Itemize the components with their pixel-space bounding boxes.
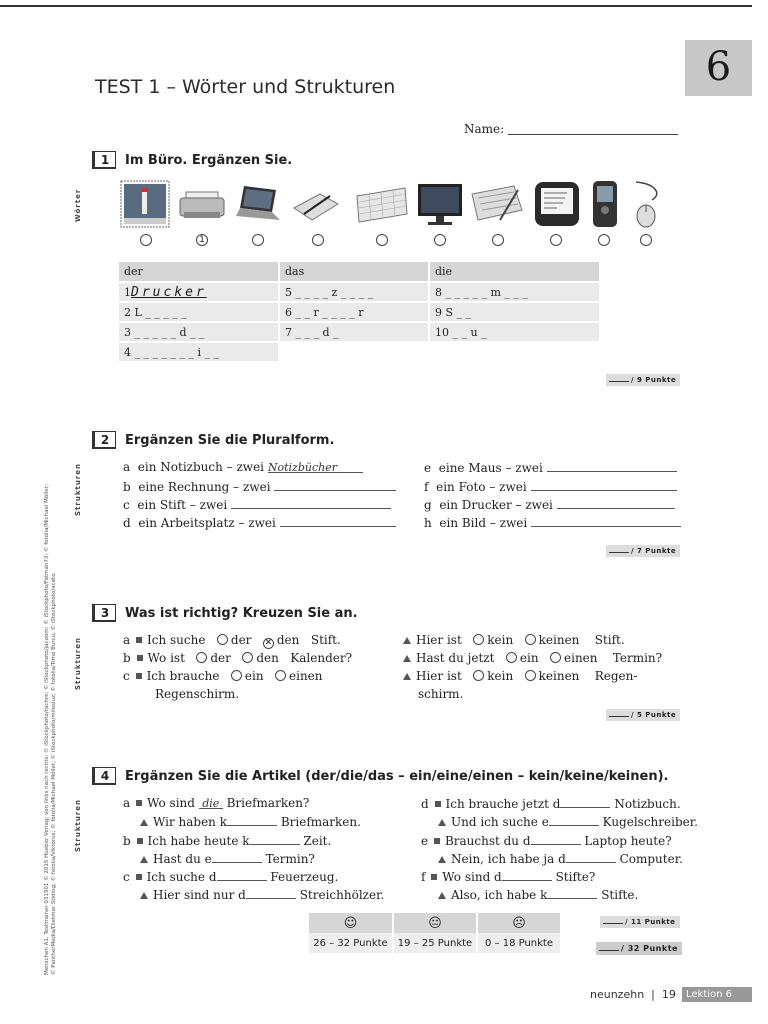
column-header-der: der: [119, 262, 279, 282]
section-title: Ergänzen Sie die Artikel (der/die/das – ein/eine/einen – kein/keine/keinen).: [125, 768, 669, 784]
answer-text: Nein, ich habe ja d: [451, 852, 566, 866]
answer-field[interactable]: [217, 869, 267, 881]
footer: [590, 988, 676, 1001]
item-letter: b: [123, 834, 131, 848]
side-label-strukturen: Strukturen: [74, 637, 82, 690]
section-title: Ergänzen Sie die Pluralform.: [125, 432, 335, 448]
item-letter: c: [123, 498, 130, 512]
choice-item-c-continuation: Regenschirm.: [155, 687, 240, 701]
answer-triangle-icon: [140, 819, 148, 826]
option-radio[interactable]: [550, 652, 561, 663]
points-label: / 5 Punkte: [631, 711, 677, 719]
option-label: den: [256, 651, 279, 665]
answer-item-a: [402, 633, 625, 647]
side-label-strukturen: Strukturen: [74, 463, 82, 516]
answer-field[interactable]: [547, 887, 597, 899]
word-cell[interactable]: [279, 302, 429, 322]
option-radio[interactable]: [473, 670, 484, 681]
word-blanks: _ _ r _ _ _ _ r: [292, 305, 364, 319]
answer-text: Wir haben k: [153, 815, 227, 829]
word-blanks: _ _ _ _ _ d _ _: [131, 325, 205, 339]
question-text: Wo sind: [146, 796, 195, 810]
item-letter: b: [123, 480, 131, 494]
word-blanks: _ _ u _: [449, 325, 487, 339]
newspapers-icon: [470, 180, 524, 228]
question-end: Kalender?: [290, 651, 353, 665]
column-header-das: das: [279, 262, 429, 282]
calendar-icon: [355, 180, 409, 228]
option-label: einen: [289, 669, 323, 683]
article-item-f: [421, 869, 595, 884]
option-radio[interactable]: [231, 670, 242, 681]
side-label-woerter: Wörter: [74, 188, 82, 222]
section-4-heading: [92, 767, 668, 785]
word-table: [119, 262, 601, 363]
article-reply-a: [139, 814, 361, 829]
section-4-points: [600, 916, 680, 928]
section-1-heading: [92, 151, 292, 169]
article-item-d: [421, 796, 681, 811]
section-number: 1: [92, 151, 116, 169]
answer-field[interactable]: [531, 479, 677, 491]
score-range: 0 – 18 Punkte: [477, 933, 561, 953]
option-radio[interactable]: [196, 652, 207, 663]
article-reply-f: [437, 887, 638, 902]
question-square-icon: [136, 637, 142, 643]
word-blanks: _ _ _ d _: [292, 325, 339, 339]
question-square-icon: [136, 874, 142, 880]
article-reply-d: [437, 814, 698, 829]
name-field[interactable]: [508, 134, 678, 135]
question-square-icon: [137, 655, 143, 661]
column-header-die: die: [429, 262, 600, 282]
lesson-number: 6: [705, 44, 732, 90]
picture-answer-circle[interactable]: [312, 234, 324, 246]
answer-item-c-continuation: schirm.: [418, 687, 464, 701]
total-points: [596, 942, 682, 955]
item-text: eine Maus – zwei: [438, 461, 543, 475]
question-text: Notizbuch.: [614, 797, 681, 811]
plural-item: [123, 497, 391, 512]
word-cell[interactable]: [429, 282, 600, 302]
option-label: der: [210, 651, 231, 665]
points-blank[interactable]: [603, 923, 623, 924]
sad-face-icon: ☹: [477, 913, 561, 933]
item-letter: d: [421, 797, 429, 811]
footer-separator: |: [651, 988, 655, 1001]
answer-field[interactable]: [531, 833, 581, 845]
picture-answer-circle[interactable]: [376, 234, 388, 246]
answer-field[interactable]: [547, 460, 677, 472]
section-3-points: [606, 709, 680, 721]
word-cell[interactable]: [279, 322, 429, 342]
answer-field[interactable]: [227, 814, 277, 826]
word-cell[interactable]: [429, 302, 600, 322]
question-text: Ich habe heute k: [147, 834, 250, 848]
question-square-icon: [434, 838, 440, 844]
question-text: Stifte?: [555, 870, 596, 884]
article-item-c: [123, 869, 338, 884]
answer-triangle-icon: [403, 637, 411, 644]
question-square-icon: [435, 801, 441, 807]
answer-triangle-icon: [438, 892, 446, 899]
picture-answer-circle[interactable]: [140, 234, 152, 246]
answer-field[interactable]: [250, 833, 300, 845]
question-square-icon: [431, 874, 437, 880]
laptop-icon: [232, 180, 284, 228]
option-label: der: [230, 633, 252, 647]
image-credits: [44, 355, 58, 975]
answer-end: Regen-: [594, 669, 638, 683]
answer-field[interactable]: [560, 796, 610, 808]
answer-text: Kugelschreiber.: [602, 815, 698, 829]
answer-field[interactable]: [566, 851, 616, 863]
answer-text: Also, ich habe k: [451, 888, 548, 902]
word-cell[interactable]: [119, 342, 279, 362]
question-text: Wo ist: [147, 651, 185, 665]
item-number: 2: [124, 305, 131, 319]
article-item-b: [123, 833, 331, 848]
item-number: 10: [435, 325, 449, 339]
option-label: keinen: [538, 669, 580, 683]
item-text: ein Stift – zwei: [137, 498, 228, 512]
answer-field[interactable]: die: [199, 797, 223, 809]
answer-item-b: [402, 651, 662, 665]
answer-field[interactable]: [502, 869, 552, 881]
choice-item-b: [123, 651, 352, 665]
option-radio[interactable]: [473, 634, 484, 645]
answer-triangle-icon: [140, 892, 148, 899]
empty-cell: [429, 342, 600, 362]
word-blanks: L _ _ _ _ _: [131, 305, 187, 319]
word-blanks: _ _ _ _ z _ _ _ _: [292, 285, 374, 299]
question-text: Zeit.: [303, 834, 332, 848]
answer-field[interactable]: [231, 497, 391, 509]
answer-field[interactable]: [557, 497, 675, 509]
item-letter: h: [424, 516, 432, 530]
answer-text: Hast du e: [153, 852, 212, 866]
plural-item: [123, 460, 363, 474]
answer-text: Briefmarken.: [280, 815, 361, 829]
choice-item-c: [123, 669, 323, 683]
answer-field[interactable]: [246, 887, 296, 899]
question-text: Wo sind d: [442, 870, 502, 884]
answer-triangle-icon: [403, 673, 411, 680]
item-letter: d: [123, 516, 131, 530]
option-label: den: [276, 633, 300, 647]
name-label: Name:: [464, 122, 505, 136]
points-label: / 7 Punkte: [631, 547, 677, 555]
phone-screen-icon: [533, 180, 581, 228]
section-number: 3: [92, 604, 116, 622]
answer-field[interactable]: [280, 515, 396, 527]
question-square-icon: [136, 800, 142, 806]
answer-field[interactable]: [549, 814, 599, 826]
side-label-strukturen: Strukturen: [74, 799, 82, 852]
answer-text: Computer.: [619, 852, 683, 866]
item-letter: a: [123, 633, 131, 647]
neutral-face-icon: 😐: [393, 913, 477, 933]
credits-line: © PantherMedia/Dietmar Stiding; © fotolia/Viktorus; © fotolia/Michael Möller; © iStockphoto/milosluz; © fotolia/Timo Burcu; © iStockphoto/acato: [51, 573, 57, 975]
question-text: Ich suche: [146, 633, 206, 647]
question-text: Ich brauche: [146, 669, 220, 683]
option-radio[interactable]: [525, 670, 536, 681]
answer-triangle-icon: [140, 856, 148, 863]
section-title: Im Büro. Ergänzen Sie.: [125, 152, 293, 168]
item-letter: b: [123, 651, 131, 665]
pen-notebook-icon: [290, 180, 342, 228]
plural-item: [424, 460, 677, 475]
item-number: 4: [124, 345, 131, 359]
page-number-word: neunzehn: [590, 988, 645, 1001]
option-label: ein: [244, 669, 264, 683]
item-letter: a: [123, 460, 131, 474]
option-radio[interactable]: ✕: [264, 638, 273, 648]
word-blanks: _ _ _ _ _ m _ _ _: [442, 285, 528, 299]
answer-text: Termin?: [265, 852, 315, 866]
word-cell[interactable]: [279, 282, 429, 302]
question-square-icon: [136, 673, 142, 679]
picture-answer-circle[interactable]: [550, 234, 562, 246]
picture-answer-circle[interactable]: [252, 234, 264, 246]
answer-text: Streichhölzer.: [299, 888, 385, 902]
section-number: 4: [92, 767, 116, 785]
points-blank[interactable]: [609, 381, 629, 382]
question-end: Stift.: [310, 633, 341, 647]
answer-triangle-icon: [403, 655, 411, 662]
question-text: Briefmarken?: [226, 796, 310, 810]
question-text: Laptop heute?: [584, 834, 672, 848]
item-number: 5: [285, 285, 292, 299]
answer-triangle-icon: [438, 856, 446, 863]
question-text: Feuerzeug.: [270, 870, 339, 884]
points-blank[interactable]: [609, 552, 629, 553]
article-reply-b: [139, 851, 315, 866]
option-label: kein: [487, 633, 514, 647]
question-text: Brauchst du d: [444, 834, 531, 848]
score-range: 26 – 32 Punkte: [309, 933, 393, 953]
word-blanks: S _ _: [442, 305, 472, 319]
plural-item: [123, 479, 396, 494]
option-radio[interactable]: [275, 670, 286, 681]
mouse-icon: [626, 180, 666, 228]
item-letter: a: [123, 796, 131, 810]
option-radio[interactable]: [525, 634, 536, 645]
plural-item: [424, 515, 681, 530]
word-cell[interactable]: [119, 302, 279, 322]
article-item-a: [123, 796, 309, 810]
answer-end: Stift.: [594, 633, 625, 647]
item-letter: c: [123, 870, 130, 884]
item-letter: f: [424, 480, 429, 494]
answer-text: Hast du jetzt: [416, 651, 495, 665]
item-number: 1: [124, 285, 131, 299]
section-3-heading: [92, 604, 358, 622]
question-text: Ich suche d: [146, 870, 217, 884]
answer-end: Termin?: [612, 651, 663, 665]
option-label: einen: [564, 651, 598, 665]
points-blank[interactable]: [609, 716, 629, 717]
option-radio[interactable]: [217, 634, 228, 645]
credits-line: Menschen A1, Testtrainer 031901 © 2015 Hueber Verlag; von links nach rechts: © iStockphoto/rachre; © iStockphoto/jacoom; © iStockphoto/Fatman73; © fotolia/Michael Möller;: [44, 484, 50, 975]
section-2-points: [606, 545, 680, 557]
article-item-e: [421, 833, 672, 848]
answer-text: Hier ist: [416, 669, 462, 683]
answer-text: Hier sind nur d: [153, 888, 246, 902]
score-range: 19 – 25 Punkte: [393, 933, 477, 953]
answer-item-c: [402, 669, 637, 683]
plural-item: [424, 479, 677, 494]
item-number: 3: [124, 325, 131, 339]
answer-text: Hier ist: [416, 633, 462, 647]
answer-triangle-icon: [438, 819, 446, 826]
happy-face-icon: ☺: [309, 913, 393, 933]
word-cell[interactable]: [119, 322, 279, 342]
section-title: Was ist richtig? Kreuzen Sie an.: [125, 605, 358, 621]
plural-item: [123, 515, 396, 530]
empty-cell: [279, 342, 429, 362]
answer-text: Und ich suche e: [451, 815, 549, 829]
item-number: 9: [435, 305, 442, 319]
top-rule: [0, 5, 752, 7]
item-letter: e: [421, 834, 429, 848]
item-text: eine Rechnung – zwei: [138, 480, 271, 494]
mobile-phone-icon: [590, 180, 620, 228]
item-text: ein Bild – zwei: [439, 516, 528, 530]
section-1-points: [606, 374, 680, 386]
picture-answer-circle[interactable]: [434, 234, 446, 246]
lesson-badge: Lektion 6: [682, 987, 752, 1002]
picture-answer-circle[interactable]: [598, 234, 610, 246]
answer-field[interactable]: [274, 479, 396, 491]
points-blank[interactable]: [599, 950, 619, 951]
question-text: Ich brauche jetzt d: [445, 797, 561, 811]
choice-item-a: [123, 633, 341, 649]
answer-field[interactable]: Notizbücher: [268, 461, 363, 473]
page-number: 19: [661, 988, 676, 1001]
item-text: ein Foto – zwei: [436, 480, 527, 494]
word-blanks: _ _ _ _ _ _ _ i _ _: [131, 345, 219, 359]
printer-icon: [176, 180, 228, 228]
picture-answer-circle[interactable]: [492, 234, 504, 246]
question-square-icon: [137, 838, 143, 844]
monitor-icon: [414, 180, 466, 228]
section-2-heading: [92, 431, 334, 449]
item-number: 8: [435, 285, 442, 299]
item-number: 6: [285, 305, 292, 319]
answer-text: Stifte.: [601, 888, 639, 902]
item-text: ein Arbeitsplatz – zwei: [138, 516, 276, 530]
word-cell[interactable]: [429, 322, 600, 342]
points-label: / 11 Punkte: [625, 918, 676, 926]
article-reply-c: [139, 887, 384, 902]
option-label: ein: [519, 651, 539, 665]
handwritten-answer: Drucker: [131, 284, 207, 300]
section-number: 2: [92, 431, 116, 449]
item-letter: f: [421, 870, 426, 884]
item-letter: g: [424, 498, 432, 512]
answer-field[interactable]: [212, 851, 262, 863]
score-table: [309, 913, 562, 953]
item-letter: c: [123, 669, 130, 683]
article-reply-e: [437, 851, 683, 866]
item-number: 7: [285, 325, 292, 339]
option-label: kein: [487, 669, 514, 683]
option-radio[interactable]: [506, 652, 517, 663]
page-title: TEST 1 – Wörter und Strukturen: [95, 76, 396, 98]
answer-field[interactable]: [531, 515, 681, 527]
picture-answer-circle[interactable]: 1: [196, 234, 208, 246]
plural-item: [424, 497, 675, 512]
item-text: ein Notizbuch – zwei: [137, 460, 265, 474]
points-label: / 9 Punkte: [631, 376, 677, 384]
item-letter: e: [424, 461, 432, 475]
picture-answer-circle[interactable]: [640, 234, 652, 246]
option-radio[interactable]: [242, 652, 253, 663]
stamp-icon: [120, 180, 170, 228]
option-label: keinen: [538, 633, 580, 647]
word-cell[interactable]: [119, 282, 279, 302]
item-text: ein Drucker – zwei: [439, 498, 553, 512]
points-label: / 32 Punkte: [621, 944, 678, 953]
